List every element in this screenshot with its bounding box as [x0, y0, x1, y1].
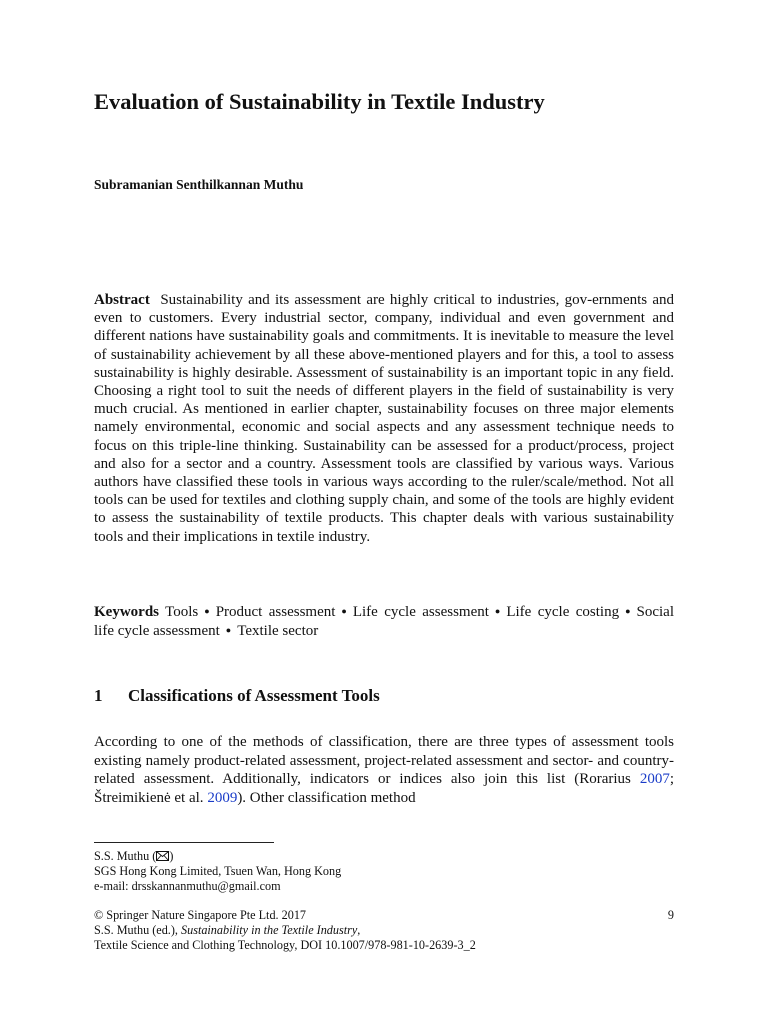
abstract [94, 291, 674, 546]
section-number: 1 [94, 686, 103, 705]
envelope-icon [156, 851, 169, 861]
book-title-suffix: , [357, 923, 361, 937]
section-heading [94, 686, 380, 706]
page-number: 9 [667, 908, 674, 922]
book-title: Sustainability in the Textile Industry [181, 923, 358, 937]
footnote-author-name: S.S. Muthu ( [94, 849, 157, 863]
section-title: Classifications of Assessment Tools [128, 686, 380, 705]
keyword-item: Life cycle assessment [352, 604, 489, 620]
footnote-author [94, 849, 173, 864]
keyword-item: Social life cycle assessment [94, 604, 675, 640]
citation-link[interactable]: 2007 [639, 771, 670, 788]
email-label: e-mail: [94, 879, 132, 893]
footnote-email [94, 879, 281, 894]
paper-page [94, 0, 674, 1024]
copyright-line: © Springer Nature Singapore Pte Ltd. 2017 [94, 908, 307, 922]
footnote-divider [94, 842, 274, 843]
abstract-label: Abstract [94, 292, 150, 308]
body-text: According to one of the methods of classification, there are three types of assessment tools existing namely product-related assessment, project-related assessment and sector- and country-related assessment. Additionally, indicators or indices also join this list (Rorarius [94, 734, 674, 788]
keywords [94, 602, 674, 641]
keyword-item: Product assessment [215, 604, 336, 620]
body-paragraph [94, 733, 674, 807]
bullet-separator-icon: ● [625, 606, 631, 616]
email-address: drsskannanmuthu@gmail.com [131, 879, 281, 893]
series-doi: Textile Science and Clothing Technology, DOI 10.1007/978-981-10-2639-3_2 [94, 938, 476, 952]
body-text: ; Štreimikienė et al. [94, 771, 674, 806]
abstract-text: Sustainability and its assessment are highly critical to industries, gov-ernments and even to customers. Every industrial sector, company, individual and even government and different nations have sustainability goals and commitments. It is inevitable to measure the level of sustainability achievement by all these above-mentioned players and for this, a tool to assess sustainability is highly desirable. Assessment of sustainability is an important topic in any field. Choosing a right tool to suit the needs of different players in the field of sustainability is very much crucial. As mentioned in earlier chapter, sustainability focuses on three major elements namely environmental, economic and social aspects and any assessment technique needs to focus on this triple-line thinking. Sustainability can be assessed for a product/process, project and also for a sector and a country. Assessment tools are classified by various ways. Various authors have classified these tools in various ways according to the ruler/scale/method. Not all tools can be used for textiles and clothing supply chain, and some of the tools are highly evident to assess the sustainability of textile products. This chapter deals with various sustainability tools and their implications in textile industry. [94, 292, 675, 545]
footnote-affiliation: SGS Hong Kong Limited, Tsuen Wan, Hong Kong [94, 864, 342, 878]
keyword-item: Textile sector [237, 623, 319, 640]
book-reference [94, 923, 360, 938]
bullet-separator-icon: ● [341, 606, 347, 616]
keyword-item: Life cycle costing [506, 604, 620, 620]
footnote-author-suffix: ) [169, 849, 174, 863]
editor-text: S.S. Muthu (ed.), [94, 923, 182, 937]
paper-title: Evaluation of Sustainability in Textile Industry [94, 89, 545, 114]
bullet-separator-icon: ● [225, 625, 232, 636]
author-name: Subramanian Senthilkannan Muthu [94, 177, 304, 192]
citation-link[interactable]: 2009 [207, 789, 238, 806]
bullet-separator-icon: ● [494, 606, 501, 616]
bullet-separator-icon: ● [204, 606, 210, 616]
keyword-item: Tools [165, 604, 199, 620]
body-text: ). Other classification method [237, 789, 416, 806]
keywords-label: Keywords [94, 604, 159, 620]
